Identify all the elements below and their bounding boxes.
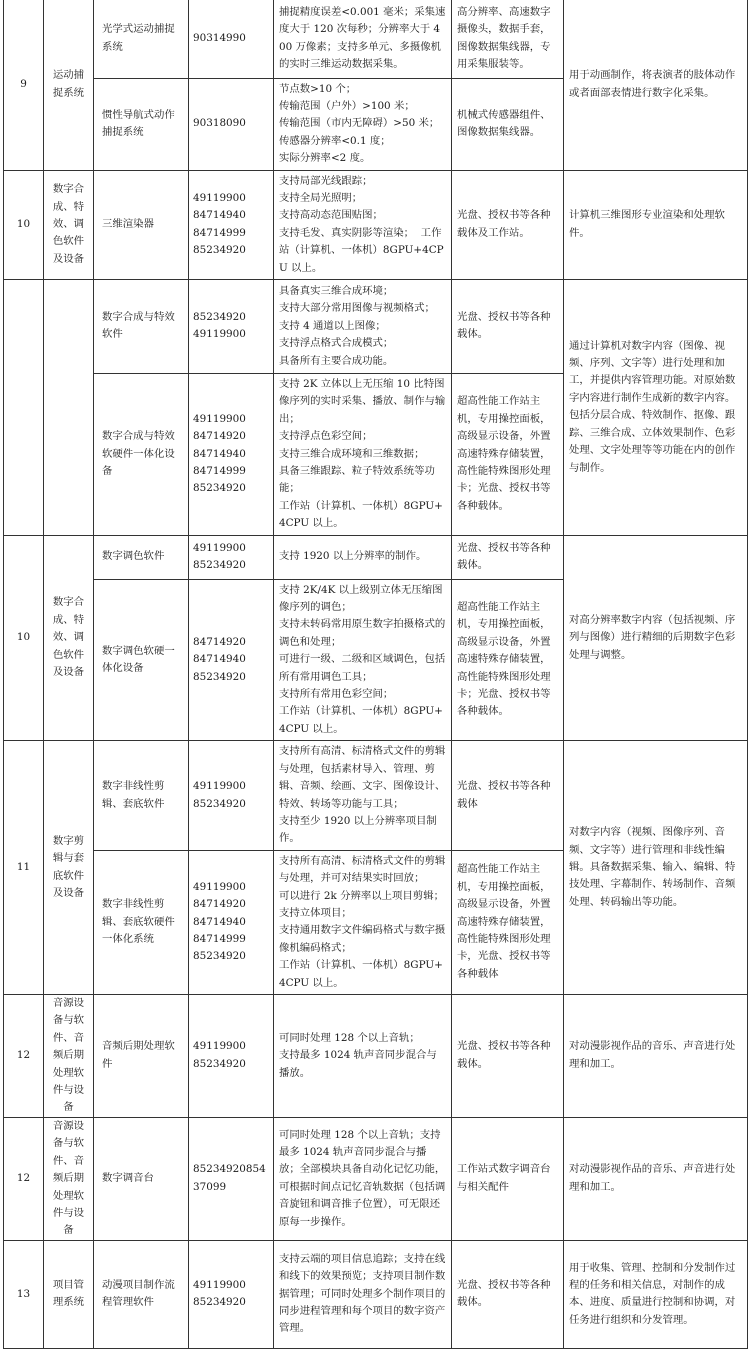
tariff-codes-cell [189, 535, 274, 579]
tariff-codes-cell [189, 1117, 274, 1240]
spec-text: 支持所有高清、标清格式文件的剪辑与处理，并可对结果实时回放； 可以进行 2k 分辨率以上项目剪辑； 支持立体项目； 支持通用数字文件编码格式与数字摄像机编码格式； 工作站（计算机、一体机）8GPU+4CPU 以上。 [279, 854, 446, 989]
carrier-cell: 机械式传感器组件、图像数据集线器。 [452, 78, 564, 170]
spec-cell [274, 373, 452, 535]
tariff-code: 84714940 [193, 915, 246, 928]
spec-cell [274, 579, 452, 741]
tariff-codes-cell [189, 279, 274, 373]
carrier-cell: 超高性能工作站主机，专用操控面板，高级显示设备，外置高速特殊存储装置，高性能特殊图形处理卡；光盘、授权书等各种载体。 [452, 579, 564, 741]
category-cell [44, 279, 94, 535]
tariff-code: 85234920 [193, 1057, 246, 1070]
category-cell: 数字合成、特效、调色软件及设备 [44, 535, 94, 741]
tariff-codes-cell [189, 1240, 274, 1348]
category-cell: 数字合成、特效、调色软件及设备 [44, 170, 94, 279]
spec-text: 支持局部光线跟踪； 支持全局光照明； 支持高动态范围贴图； 支持毛发、真实阴影等渲染； 工作站（计算机、一体机）8GPU+4CPU 以上。 [279, 174, 444, 274]
tariff-code: 49119900 [193, 541, 246, 554]
item-name-cell: 数字合成与特效软件 [94, 279, 189, 373]
carrier-cell: 光盘、授权书等各种载体。 [452, 535, 564, 579]
category-cell: 音源设备与软件、音频后期处理软件与设备 [44, 1117, 94, 1240]
equipment-table [3, 0, 748, 1349]
spec-text: 可同时处理 128 个以上音轨； 支持最多 1024 轨声音同步混合与播放。 [279, 1031, 437, 1079]
tariff-codes-cell [189, 741, 274, 850]
carrier-cell: 光盘、授权书等各种载体。 [452, 994, 564, 1117]
table-row [4, 1240, 748, 1348]
tariff-codes-cell [189, 0, 274, 78]
table-row [4, 741, 748, 850]
tariff-code: 85234920 [193, 311, 246, 324]
item-name-cell: 三维渲染器 [94, 170, 189, 279]
spec-cell [274, 535, 452, 579]
tariff-code: 8523492085437099 [193, 1163, 266, 1193]
tariff-code: 85234920 [193, 559, 246, 572]
spec-cell [274, 741, 452, 850]
item-name-cell: 数字非线性剪辑、套底软硬件一体化系统 [94, 850, 189, 994]
carrier-cell: 高分辨率、高速数字摄像头，数据手套，图像数据集线器，专用采集服装等。 [452, 0, 564, 78]
tariff-code: 49119900 [193, 1040, 246, 1053]
tariff-code: 90318090 [193, 117, 246, 130]
description-cell: 对动漫影视作品的音乐、声音进行处理和加工。 [564, 1117, 748, 1240]
tariff-code: 85234920 [193, 482, 246, 495]
item-name-cell: 数字调色软硬一体化设备 [94, 579, 189, 741]
tariff-code: 84714940 [193, 653, 246, 666]
spec-text: 可同时处理 128 个以上音轨；支持最多 1024 轨声音同步混合与播放；全部模块具备自动化记忆功能，可根据时间点记忆音轨数据（包括调音旋钮和调音推子位置），可无限还原每一步操作。 [279, 1128, 446, 1228]
tariff-code: 85234920 [193, 670, 246, 683]
tariff-code: 49119900 [193, 191, 246, 204]
item-name-cell: 惯性导航式动作捕捉系统 [94, 78, 189, 170]
tariff-code: 85234920 [193, 797, 246, 810]
item-name-cell: 数字调色软件 [94, 535, 189, 579]
item-name-cell: 数字合成与特效软硬件一体化设备 [94, 373, 189, 535]
item-name-cell: 动漫项目制作流程管理软件 [94, 1240, 189, 1348]
spec-text: 捕捉精度误差<0.001 毫米；采集速度大于 120 次每秒；分辨率大于 400 万像素；支持多单元、多摄像机的实时三维运动数据采集。 [279, 5, 446, 71]
category-cell: 音源设备与软件、音频后期处理软件与设备 [44, 994, 94, 1117]
spec-text: 节点数>10 个； 传输范围（户外）>100 米； 传输范围（市内无障碍）>50 米； 传感器分辨率<0.1 度； 实际分辨率<2 度。 [279, 82, 440, 165]
table-row [4, 1117, 748, 1240]
tariff-code: 84714940 [193, 209, 246, 222]
tariff-codes-cell [189, 994, 274, 1117]
item-name-cell: 光学式运动捕捉系统 [94, 0, 189, 78]
row-number: 11 [4, 741, 44, 995]
row-number: 12 [4, 994, 44, 1117]
spec-cell [274, 279, 452, 373]
spec-text: 支持 2K/4K 以上级别立体无压缩图像序列的调色； 支持未转码常用原生数字拍摄格式的调色和处理； 可进行一级、二级和区域调色，包括所有常用调色工具； 支持所有常用色彩空间； 工作站（计算机、一体机）8GPU+4CPU 以上。 [279, 583, 446, 735]
spec-text: 支持云端的项目信息追踪；支持在线和线下的效果预览；支持项目制作数据管理；可同时处理多个制作项目的同步进程管理和每个项目的数字资产管理。 [279, 1252, 446, 1335]
category-cell: 项目管理系统 [44, 1240, 94, 1348]
row-number: 13 [4, 1240, 44, 1348]
tariff-code: 49119900 [193, 1278, 246, 1291]
row-number: 10 [4, 170, 44, 279]
description-cell: 计算机三维图形专业渲染和处理软件。 [564, 170, 748, 279]
spec-cell [274, 850, 452, 994]
table-row [4, 994, 748, 1117]
category-cell: 数字剪辑与套底软件及设备 [44, 741, 94, 995]
description-cell: 用于收集、管理、控制和分发制作过程的任务和相关信息，对制作的成本、进度、质量进行控制和协调，对任务进行组织和分发管理。 [564, 1240, 748, 1348]
item-name-cell: 数字非线性剪辑、套底软件 [94, 741, 189, 850]
row-number: 10 [4, 535, 44, 741]
table-body [4, 0, 748, 1348]
carrier-cell: 光盘、授权书等各种载体。 [452, 1240, 564, 1348]
tariff-code: 84714999 [193, 933, 246, 946]
tariff-code: 49119900 [193, 880, 246, 893]
tariff-code: 84714920 [193, 635, 246, 648]
carrier-cell: 工作站式数字调音台与相关配件 [452, 1117, 564, 1240]
tariff-code: 49119900 [193, 412, 246, 425]
description-cell: 对动漫影视作品的音乐、声音进行处理和加工。 [564, 994, 748, 1117]
carrier-cell: 光盘、授权书等各种载体。 [452, 279, 564, 373]
spec-cell [274, 78, 452, 170]
table-row [4, 170, 748, 279]
tariff-code: 84714940 [193, 447, 246, 460]
tariff-codes-cell [189, 579, 274, 741]
spec-text: 支持所有高清、标清格式文件的剪辑与处理，包括素材导入、管理、剪辑、音频、绘画、文字、图像设计、特效、转场等功能与工具； 支持至少 1920 以上分辨率项目制作。 [279, 745, 446, 845]
spec-text: 支持 1920 以上分辨率的制作。 [279, 550, 427, 563]
carrier-cell: 超高性能工作站主机，专用操控面板，高级显示设备，外置高速特殊存储装置，高性能特殊图形处理卡，光盘、授权书等各种载体 [452, 850, 564, 994]
table-row [4, 0, 748, 78]
carrier-cell: 光盘、授权书等各种载体 [452, 741, 564, 850]
description-cell: 通过计算机对数字内容（图像、视频、序列、文字等）进行处理和加工，并提供内容管理功能。对原始数字内容进行制作生成新的数字内容。包括分层合成、特效制作、抠像、跟踪、三维合成、立体效果制作、色彩处理、文字处理等等功能在内的创作与制作。 [564, 279, 748, 535]
tariff-code: 85234920 [193, 1296, 246, 1309]
tariff-code: 49119900 [193, 780, 246, 793]
tariff-codes-cell [189, 78, 274, 170]
spec-text: 具备真实三维合成环境； 支持大部分常用图像与视频格式； 支持 4 通道以上图像； 支持浮点格式合成模式； 具备所有主要合成功能。 [279, 284, 435, 367]
item-name-cell: 音频后期处理软件 [94, 994, 189, 1117]
row-number: 12 [4, 1117, 44, 1240]
row-number: 9 [4, 0, 44, 170]
tariff-codes-cell [189, 850, 274, 994]
spec-cell [274, 994, 452, 1117]
tariff-code: 90314990 [193, 32, 246, 45]
spec-text: 支持 2K 立体以上无压缩 10 比特图像序列的实时采集、播放、制作与输出； 支持浮点色彩空间； 支持三维合成环境和三维数据； 具备三维跟踪、粒子特效系统等功能； 工作站（计算机、一体机）8GPU+4CPU 以上。 [279, 377, 446, 530]
tariff-code: 84714920 [193, 430, 246, 443]
item-name-cell: 数字调音台 [94, 1117, 189, 1240]
tariff-code: 84714920 [193, 898, 246, 911]
spec-cell [274, 1117, 452, 1240]
table-row [4, 535, 748, 579]
tariff-code: 84714999 [193, 465, 246, 477]
spec-cell [274, 1240, 452, 1348]
description-cell: 对高分辨率数字内容（包括视频、序列与图像）进行精细的后期数字色彩处理与调整。 [564, 535, 748, 741]
tariff-code: 85234920 [193, 950, 246, 963]
tariff-codes-cell [189, 170, 274, 279]
spec-cell [274, 0, 452, 78]
carrier-cell: 超高性能工作站主机，专用操控面板，高级显示设备，外置高速特殊存储装置，高性能特殊图形处理卡；光盘、授权书等各种载体。 [452, 373, 564, 535]
tariff-code: 85234920 [193, 244, 246, 257]
carrier-cell: 光盘、授权书等各种载体及工作站。 [452, 170, 564, 279]
description-cell: 用于动画制作，将表演者的肢体动作或者面部表情进行数字化采集。 [564, 0, 748, 170]
spec-cell [274, 170, 452, 279]
description-cell: 对数字内容（视频、图像序列、音频、文字等）进行管理和非线性编辑。具备数据采集、输入、编辑、特技处理、字幕制作、转场制作、音频处理、转码输出等功能。 [564, 741, 748, 995]
table-row [4, 279, 748, 373]
category-cell: 运动捕捉系统 [44, 0, 94, 170]
row-number [4, 279, 44, 535]
tariff-code: 84714999 [193, 226, 246, 239]
tariff-codes-cell [189, 373, 274, 535]
tariff-code: 49119900 [193, 328, 246, 341]
